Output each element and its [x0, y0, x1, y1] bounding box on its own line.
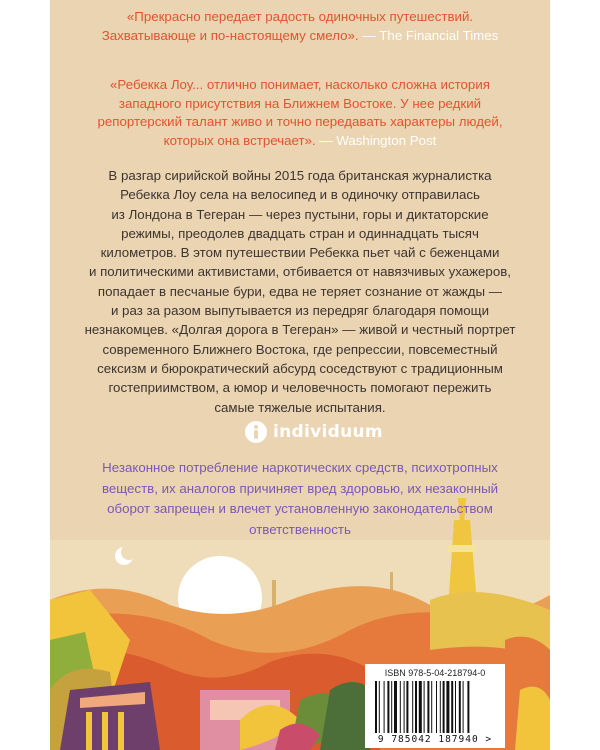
warning-line: оборот запрещен и влечет установленную законодательством	[107, 501, 493, 516]
quote-source: — Washington Post	[315, 132, 437, 148]
review-quote-financial-times	[50, 8, 550, 45]
publisher-name: individuum	[273, 422, 383, 442]
isbn-barcode	[365, 664, 505, 748]
description-line: и раз за разом выпутывается из передряг благодаря помощи	[110, 303, 490, 319]
warning-line: Незаконное потребление наркотических средств, психотропных	[102, 460, 498, 475]
isbn-label: ISBN 978-5-04-218794-0	[384, 668, 486, 678]
description-line: Ребекка Лоу села на велосипед и в одиночку отправилась	[120, 187, 480, 203]
legal-warning	[50, 458, 550, 540]
description-line: режимы, преодолев двадцать стран и одиннадцать тысяч	[121, 225, 479, 241]
description-line: километров. В этом путешествии Ребекка пьет чай с беженцами	[100, 245, 500, 261]
description-line: гостеприимством, а юмор и человечность помогают пережить	[108, 380, 492, 396]
description-line: незнакомцев. «Долгая дорога в Тегеран» — живой и честный портрет	[84, 322, 516, 338]
description-line: самые тяжелые испытания.	[214, 399, 386, 415]
description-line: и политическими активистами, отбивается от навязчивых ухажеров,	[88, 264, 511, 280]
review-quote-washington-post	[50, 76, 550, 150]
quote-line: Захватывающе и по-настоящему смело». — The Financial Times	[101, 27, 499, 43]
barcode-number: 9 785042 187940 >	[377, 734, 493, 745]
quote-source: — The Financial Times	[358, 27, 499, 43]
description-line: В разгар сирийской войны 2015 года британская журналистка	[108, 168, 492, 183]
book-description	[50, 166, 550, 417]
cover-panel	[50, 0, 550, 750]
publisher-logo-icon	[245, 421, 267, 443]
description-line: попадает в песчаные бури, едва не теряет сознание от жажды —	[97, 283, 503, 299]
description-line: из Лондона в Тегеран — через пустыни, горы и диктаторские	[111, 206, 489, 222]
description-line: сексизм и бюрократический абсурд соседствуют с традиционным	[97, 360, 503, 376]
quote-line: которых она встречает». — Washington Post	[163, 132, 437, 148]
quote-line: «Прекрасно передает радость одиночных путешествий.	[126, 9, 474, 24]
description-line: современного Ближнего Востока, где репрессии, повсеместный	[102, 341, 498, 357]
quote-line: «Ребекка Лоу... отлично понимает, насколько сложна история	[110, 77, 490, 92]
warning-line: ответственность	[249, 521, 351, 537]
barcode-icon	[371, 681, 499, 733]
publisher-logo	[245, 420, 383, 444]
warning-line: веществ, их аналогов причиняет вред здоровью, их незаконный	[101, 480, 499, 496]
quote-line: репортерский талант живо и точно передавать характеры людей,	[97, 114, 503, 129]
quote-line: западного присутствия на Ближнем Востоке. У нее редкий	[118, 95, 482, 111]
